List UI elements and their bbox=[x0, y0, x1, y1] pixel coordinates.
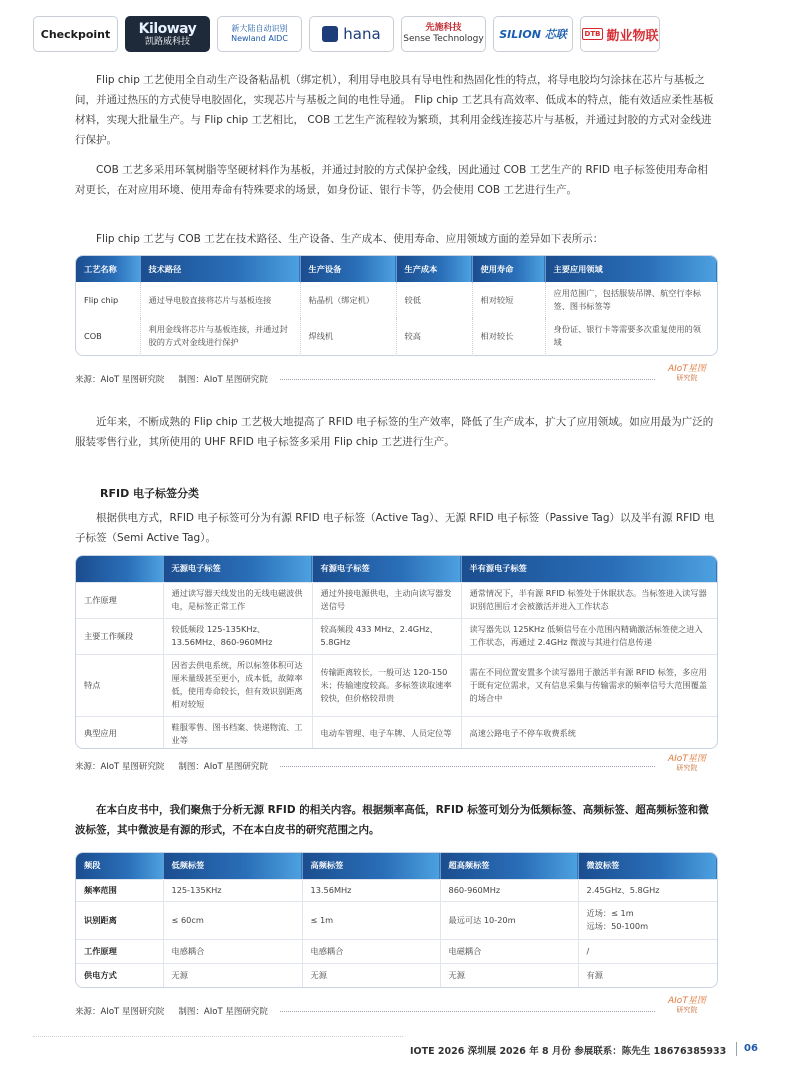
partner-logos bbox=[33, 16, 660, 52]
table-cell: COB bbox=[84, 330, 102, 341]
section-title: RFID 电子标签分类 bbox=[100, 487, 200, 500]
table-cell: 因省去供电系统，所以标签体积可达厘米量级甚至更小，成本低，故障率低，使用寿命较长，但有效识别距离相对较短 bbox=[163, 654, 312, 716]
table-cell: 识别距离 bbox=[76, 901, 163, 939]
table-cell: 电动车管理、电子车牌、人员定位等 bbox=[312, 716, 461, 749]
table-cell: 无源 bbox=[440, 963, 578, 987]
table-cell: 最远可达 10-20m bbox=[440, 901, 578, 939]
table-cell: 860-960MHz bbox=[440, 879, 578, 901]
table-cell: 13.56MHz bbox=[302, 879, 440, 901]
table-header: 超高频标签 bbox=[440, 853, 578, 879]
table-cell: 电感耦合 bbox=[302, 939, 440, 963]
newland-logo: 新大陆自动识别 Newland AIDC bbox=[217, 16, 302, 52]
table-cell: 鞋服零售、图书档案、快递物流、工业等 bbox=[163, 716, 312, 749]
table-cell: 焊线机 bbox=[300, 318, 396, 354]
footer-divider bbox=[33, 1036, 403, 1037]
table-header: 高频标签 bbox=[302, 853, 440, 879]
table-row bbox=[76, 901, 717, 939]
table-header: 微波标签 bbox=[578, 853, 717, 879]
kiloway-logo: Kiloway 凯路威科技 bbox=[125, 16, 210, 52]
table-cell: 电磁耦合 bbox=[440, 939, 578, 963]
page-number: 06 bbox=[744, 1043, 758, 1054]
footer-contact: IOTE 2026 深圳展 2026 年 8 月份 参展联系：陈先生 18676385933 bbox=[410, 1046, 727, 1057]
table-cell: 利用金线将芯片与基板连接，并通过封胶的方式对金线进行保护 bbox=[140, 318, 300, 354]
hana-mark-icon bbox=[322, 26, 338, 42]
table-cell: 供电方式 bbox=[76, 963, 163, 987]
table-cell: 通常情况下，半有源 RFID 标签处于休眠状态。当标签进入读写器识别范围后才会被激活并进入工作状态 bbox=[461, 582, 717, 618]
aiot-logo: AIoT星图 研究院 bbox=[668, 754, 706, 772]
table-header-row bbox=[76, 256, 717, 282]
table-header-row bbox=[76, 556, 717, 582]
table-cell: 较低 bbox=[396, 282, 472, 318]
table-cell: 无源 bbox=[163, 963, 302, 987]
table-cell: 需在不同位置安置多个读写器用于激活半有源 RFID 标签，多应用于既有定位需求，又有信息采集与传输需求的频率信号大范围覆盖的场合中 bbox=[461, 654, 717, 716]
table-header: 使用寿命 bbox=[472, 256, 545, 282]
table-cell: 频率范围 bbox=[76, 879, 163, 901]
aiot-logo: AIoT星图 研究院 bbox=[668, 364, 706, 382]
table-cell: 通过外接电源供电，主动向读写器发送信号 bbox=[312, 582, 461, 618]
divider bbox=[280, 379, 655, 380]
paragraph-comparison-intro: Flip chip 工艺与 COB 工艺在技术路径、生产设备、生产成本、使用寿命、应用领域方面的差异如下表所示： bbox=[96, 233, 604, 245]
table-cell: 工作原理 bbox=[76, 582, 163, 618]
table-cell: / bbox=[578, 939, 717, 963]
table-cell: 传输距离较长，一般可达 120-150 米；传输速度较高。多标签读取速率较快，但价格较昂贵 bbox=[312, 654, 461, 716]
paragraph-tag-classification: 根据供电方式，RFID 电子标签可分为有源 RFID 电子标签（Active Tag）、无源 RFID 电子标签（Passive Tag）以及半有源 RFID 电子标签（Semi Active Tag）。 bbox=[75, 512, 715, 544]
sense-logo: 先施科技 Sense Technology bbox=[401, 16, 486, 52]
table-header-row bbox=[76, 853, 717, 879]
table-cell: 通过导电胶直接将芯片与基板连接 bbox=[140, 282, 300, 318]
table-cell: ≤ 60cm bbox=[163, 901, 302, 939]
table-cell: 相对较短 bbox=[472, 282, 545, 318]
table-cell: 较低频段 125-135KHz、13.56MHz、860-960MHz bbox=[163, 618, 312, 654]
table-row bbox=[76, 654, 717, 716]
paragraph-flipchip-process: Flip chip 工艺使用全自动生产设备粘晶机（绑定机），利用导电胶具有导电性和热固化性的特点，将导电胶均匀涂抹在芯片与基板之间，并通过热压的方式使导电胶固化，实现芯片与基板之间的电性导通。 Flip chip 工艺具有高效率、低成本的特点，能有效适应柔性基板材料，实现大批量生产。与 Flip chip 工艺相比， COB 工艺生产流程较为繁琐，其利用金线连接芯片与基板，并通过封胶的方式对金线进行保护。 bbox=[75, 74, 714, 146]
table-row bbox=[76, 716, 717, 749]
table1-source: 来源：AIoT 星图研究院 制图：AIoT 星图研究院 bbox=[75, 375, 268, 385]
checkpoint-logo: Checkpoint bbox=[33, 16, 118, 52]
table-cell: 身份证、银行卡等需要多次重复使用的领域 bbox=[545, 318, 717, 354]
table-header: 无源电子标签 bbox=[163, 556, 312, 582]
table-cell: 相对较长 bbox=[472, 318, 545, 354]
table-row bbox=[76, 582, 717, 618]
table-row bbox=[76, 963, 717, 987]
table-row bbox=[76, 879, 717, 901]
table-header: 技术路径 bbox=[140, 256, 300, 282]
table-row bbox=[76, 318, 717, 354]
table-cell: 粘晶机（绑定机） bbox=[300, 282, 396, 318]
table-cell: 典型应用 bbox=[76, 716, 163, 749]
divider bbox=[280, 766, 655, 767]
process-comparison-table bbox=[75, 255, 718, 356]
table-cell: 有源 bbox=[578, 963, 717, 987]
table3-source: 来源：AIoT 星图研究院 制图：AIoT 星图研究院 bbox=[75, 1007, 268, 1017]
table-header: 频段 bbox=[76, 853, 163, 879]
table-cell: 特点 bbox=[76, 654, 163, 716]
table-header: 主要应用领域 bbox=[545, 256, 717, 282]
power-type-table bbox=[75, 555, 718, 749]
dtb-logo: DTB 勤业物联 bbox=[580, 16, 660, 52]
paragraph-flipchip-adoption: 近年来，不断成熟的 Flip chip 工艺极大地提高了 RFID 电子标签的生产效率，降低了生产成本，扩大了应用领域。如应用最为广泛的服装零售行业，其所使用的 UHF RFID 电子标签多采用 Flip chip 工艺进行生产。 bbox=[75, 416, 714, 448]
table-header: 工艺名称 bbox=[76, 256, 140, 282]
table-cell: 2.45GHz、5.8GHz bbox=[578, 879, 717, 901]
table-row bbox=[76, 939, 717, 963]
hana-logo: hana bbox=[309, 16, 394, 52]
table-cell: 较高频段 433 MHz、2.4GHz、5.8GHz bbox=[312, 618, 461, 654]
table-header bbox=[76, 556, 163, 582]
table-cell: Flip chip bbox=[84, 294, 119, 305]
table-header: 生产设备 bbox=[300, 256, 396, 282]
table-cell: ≤ 1m bbox=[302, 901, 440, 939]
table-cell: 高速公路电子不停车收费系统 bbox=[461, 716, 717, 749]
divider bbox=[280, 1011, 655, 1012]
table-cell: 通过读写器天线发出的无线电磁波供电，是标签正常工作 bbox=[163, 582, 312, 618]
table-header: 半有源电子标签 bbox=[461, 556, 717, 582]
table-cell: 应用范围广，包括服装吊牌、航空行李标签、图书标签等 bbox=[545, 282, 717, 318]
table2-source: 来源：AIoT 星图研究院 制图：AIoT 星图研究院 bbox=[75, 762, 268, 772]
footer-separator bbox=[736, 1042, 737, 1056]
table-cell: 主要工作频段 bbox=[76, 618, 163, 654]
silion-logo: SILION 芯联 bbox=[493, 16, 573, 52]
frequency-band-table bbox=[75, 852, 718, 988]
table-cell: 125-135KHz bbox=[163, 879, 302, 901]
table-row bbox=[76, 618, 717, 654]
paragraph-cob-process: COB 工艺多采用环氧树脂等坚硬材料作为基板，并通过封胶的方式保护金线，因此通过 COB 工艺生产的 RFID 电子标签使用寿命相对更长，在对应用环境、使用寿命有特殊要求的场景，如身份证、银行卡等，仍会使用 COB 工艺进行生产。 bbox=[75, 164, 708, 196]
near-field-range: 近场：≤ 1m bbox=[586, 908, 634, 918]
table-header: 生产成本 bbox=[396, 256, 472, 282]
table-cell bbox=[578, 901, 717, 939]
table-cell: 读写器先以 125KHz 低频信号在小范围内精确激活标签使之进入工作状态，再通过 2.4GHz 微波与其进行信息传递 bbox=[461, 618, 717, 654]
table-header: 低频标签 bbox=[163, 853, 302, 879]
paragraph-frequency-classification: 在本白皮书中，我们聚焦于分析无源 RFID 的相关内容。根据频率高低，RFID 标签可划分为低频标签、高频标签、超高频标签和微波标签，其中微波是有源的形式，不在本白皮书的研究范围之内。 bbox=[75, 804, 709, 836]
aiot-logo: AIoT星图 研究院 bbox=[668, 996, 706, 1014]
table-cell: 较高 bbox=[396, 318, 472, 354]
table-cell: 无源 bbox=[302, 963, 440, 987]
table-row bbox=[76, 282, 717, 318]
far-field-range: 远场：50-100m bbox=[586, 921, 649, 931]
table-cell: 电感耦合 bbox=[163, 939, 302, 963]
table-header: 有源电子标签 bbox=[312, 556, 461, 582]
table-cell: 工作原理 bbox=[76, 939, 163, 963]
